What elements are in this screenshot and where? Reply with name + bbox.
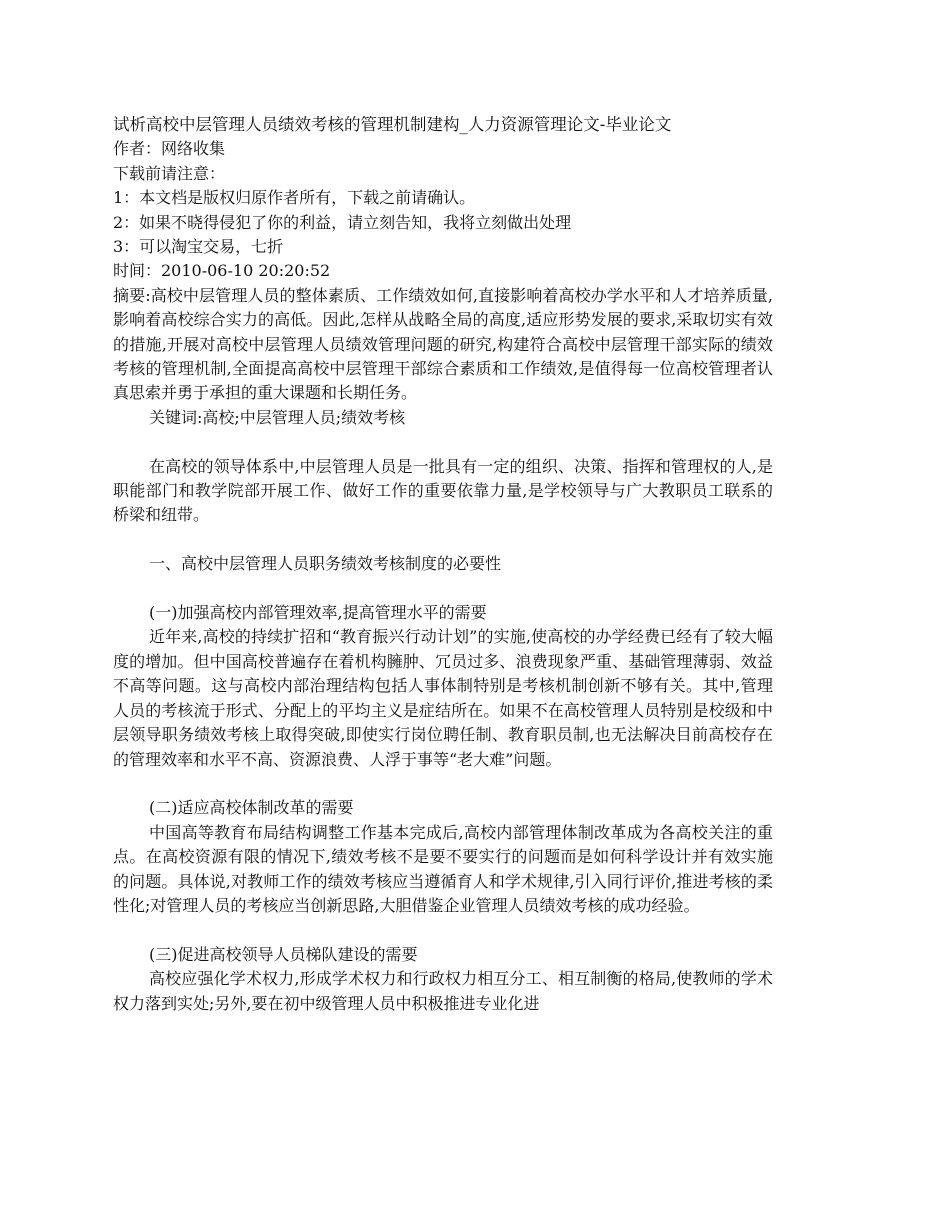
notice-heading: 下载前请注意： bbox=[113, 163, 226, 183]
abstract-paragraph: 摘要:高校中层管理人员的整体素质、工作绩效如何,直接影响着高校办学水平和人才培养质量,影响着高校综合实力的高低。因此,怎样从战略全局的高度,适应形势发展的要求,采取切实有效的措施,开展对高校中层管理人员绩效管理问题的研究,构建符合高校中层管理干部实际的绩效考核的管理机制,全面提高高校中层管理干部综合素质和工作绩效,是值得每一位高校管理者认真思索并勇于承担的重大课题和长期任务。 bbox=[113, 285, 773, 403]
author-line: 作者：网络收集 bbox=[113, 139, 226, 159]
spacer bbox=[113, 772, 773, 796]
body-paragraph: 近年来,高校的持续扩招和“教育振兴行动计划”的实施,使高校的办学经费已经有了较大幅度的增加。但中国高校普遍存在着机构臃肿、冗员过多、浪费现象严重、基础管理薄弱、效益不高等问题。这与高校内部治理结构包括人事体制特别是考核机制创新不够有关。其中,管理人员的考核流于形式、分配上的平均主义是症结所在。如果不在高校管理人员特别是校级和中层领导职务绩效考核上取得突破,即使实行岗位聘任制、教育职员制,也无法解决目前高校存在的管理效率和水平不高、资源浪费、人浮于事等“老大难”问题。 bbox=[113, 627, 773, 769]
notice-item: 3：可以淘宝交易，七折 bbox=[113, 237, 284, 257]
notice-item: 2：如果不晓得侵犯了你的利益，请立刻告知，我将立刻做出处理 bbox=[113, 212, 572, 232]
intro-paragraph: 在高校的领导体系中,中层管理人员是一批具有一定的组织、决策、指挥和管理权的人,是职能部门和教学院部开展工作、做好工作的重要依靠力量,是学校领导与广大教职员工联系的桥梁和纽带。 bbox=[113, 456, 773, 525]
spacer bbox=[113, 528, 773, 552]
notice-item: 1：本文档是版权归原作者所有，下载之前请确认。 bbox=[113, 188, 476, 208]
keywords-line: 关键词:高校;中层管理人员;绩效考核 bbox=[149, 407, 406, 427]
time-line: 时间：2010-06-10 20:20:52 bbox=[113, 261, 331, 281]
spacer bbox=[113, 577, 773, 601]
document-page bbox=[113, 113, 773, 1016]
spacer bbox=[113, 430, 773, 454]
subsection-heading: (三)促进高校领导人员梯队建设的需要 bbox=[149, 944, 418, 964]
section-heading: 一、高校中层管理人员职务绩效考核制度的必要性 bbox=[149, 554, 502, 574]
body-paragraph: 高校应强化学术权力,形成学术权力和行政权力相互分工、相互制衡的格局,使教师的学术权力落到实处;另外,要在初中级管理人员中积极推进专业化进 bbox=[113, 969, 773, 1013]
subsection-heading: (二)适应高校体制改革的需要 bbox=[149, 798, 354, 818]
subsection-heading: (一)加强高校内部管理效率,提高管理水平的需要 bbox=[149, 603, 487, 623]
body-paragraph: 中国高等教育布局结构调整工作基本完成后,高校内部管理体制改革成为各高校关注的重点。在高校资源有限的情况下,绩效考核不是要不要实行的问题而是如何科学设计并有效实施的问题。具体说,对教师工作的绩效考核应当遵循育人和学术规律,引入同行评价,推进考核的柔性化;对管理人员的考核应当创新思路,大胆借鉴企业管理人员绩效考核的成功经验。 bbox=[113, 822, 773, 915]
spacer bbox=[113, 918, 773, 942]
document-title: 试析高校中层管理人员绩效考核的管理机制建构_人力资源管理论文-毕业论文 bbox=[113, 115, 672, 134]
